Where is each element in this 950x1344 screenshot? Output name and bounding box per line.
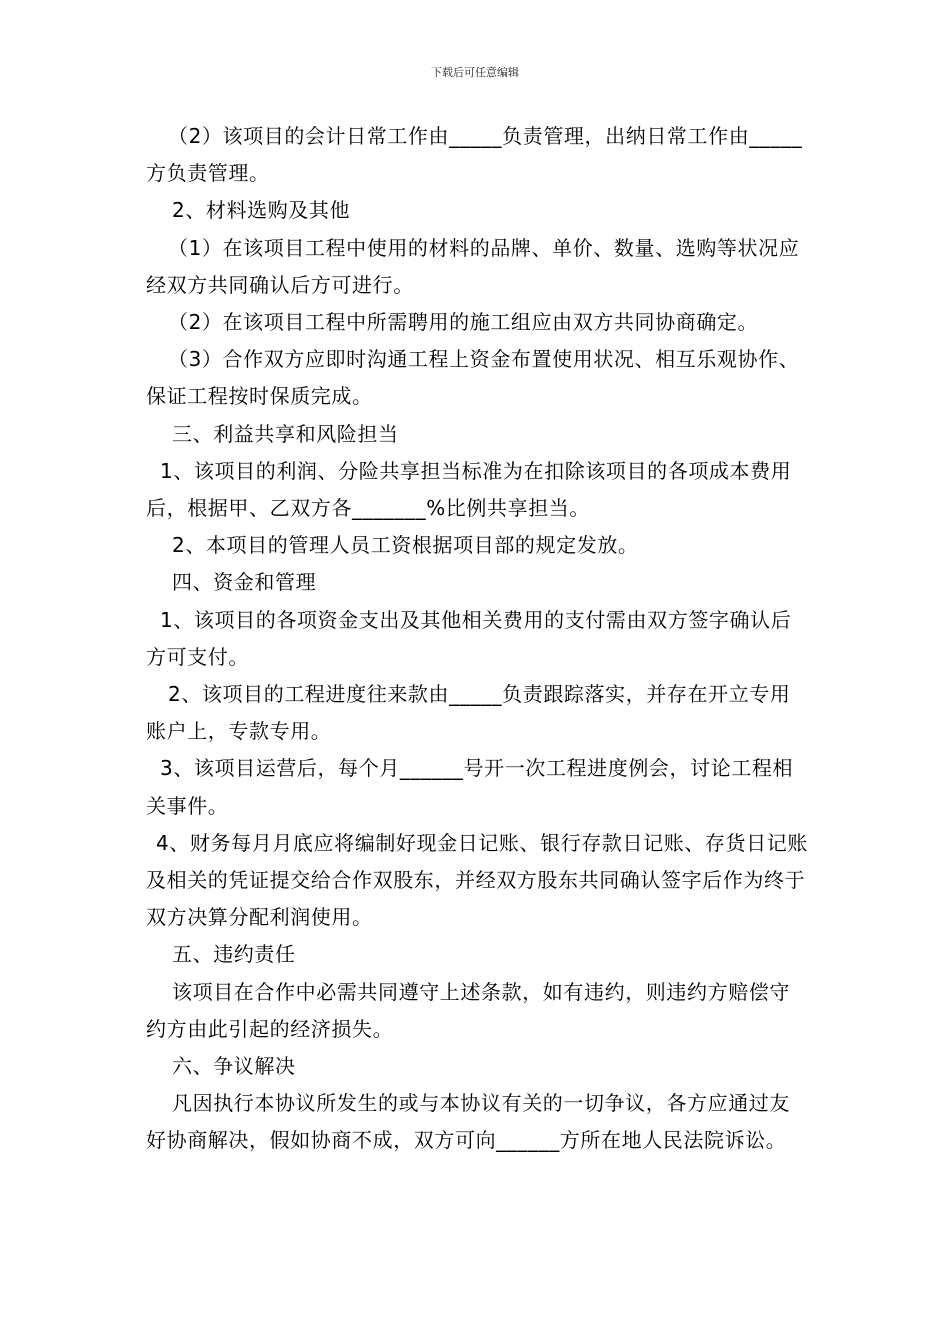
paragraph: 1、该项目的利润、分险共享担当标准为在扣除该项目的各项成本费用后，根据甲、乙双方各_______%比例共享担当。: [146, 458, 792, 521]
paragraph: 该项目在合作中必需共同遵守上述条款，如有违约，则违约方赔偿守约方由此引起的经济损失。: [146, 979, 790, 1041]
section-heading: 六、争议解决: [172, 1054, 296, 1079]
section-heading: 四、资金和管理: [172, 570, 317, 595]
paragraph: 3、该项目运营后，每个月______号开一次工程进度例会，讨论工程相关事件。: [146, 756, 794, 818]
section-heading: 五、违约责任: [172, 942, 296, 967]
paragraph: 1、该项目的各项资金支出及其他相关费用的支付需由双方签字确认后方可支付。: [146, 607, 792, 669]
paragraph: （2）该项目的会计日常工作由_____负责管理，出纳日常工作由_____方负责管理。: [146, 124, 803, 186]
document-body: [146, 118, 810, 1160]
paragraph: 2、该项目的工程进度往来款由_____负责跟踪落实，并存在开立专用账户上，专款专用。: [146, 682, 791, 744]
paragraph: （1）在该项目工程中使用的材料的品牌、单价、数量、选购等状况应经双方共同确认后方可进行。: [146, 235, 800, 297]
paragraph: （2）在该项目工程中所需聘用的施工组应由双方共同协商确定。: [168, 310, 759, 335]
section-heading: 三、利益共享和风险担当: [172, 421, 399, 446]
section-heading: 2、材料选购及其他: [172, 198, 351, 223]
paragraph: 凡因执行本协议所发生的或与本协议有关的一切争议，各方应通过友好协商解决，假如协商不成，双方可向______方所在地人民法院诉讼。: [146, 1091, 790, 1153]
paragraph: 4、财务每月月底应将编制好现金日记账、银行存款日记账、存货日记账及相关的凭证提交给合作双股东，并经双方股东共同确认签字后作为终于双方决算分配利润使用。: [146, 830, 808, 930]
paragraph: （3）合作双方应即时沟通工程上资金布置使用状况、相互乐观协作、保证工程按时保质完成。: [146, 347, 800, 409]
paragraph: 2、本项目的管理人员工资根据项目部的规定发放。: [172, 533, 639, 558]
page-header: 下载后可任意编辑: [431, 66, 519, 79]
